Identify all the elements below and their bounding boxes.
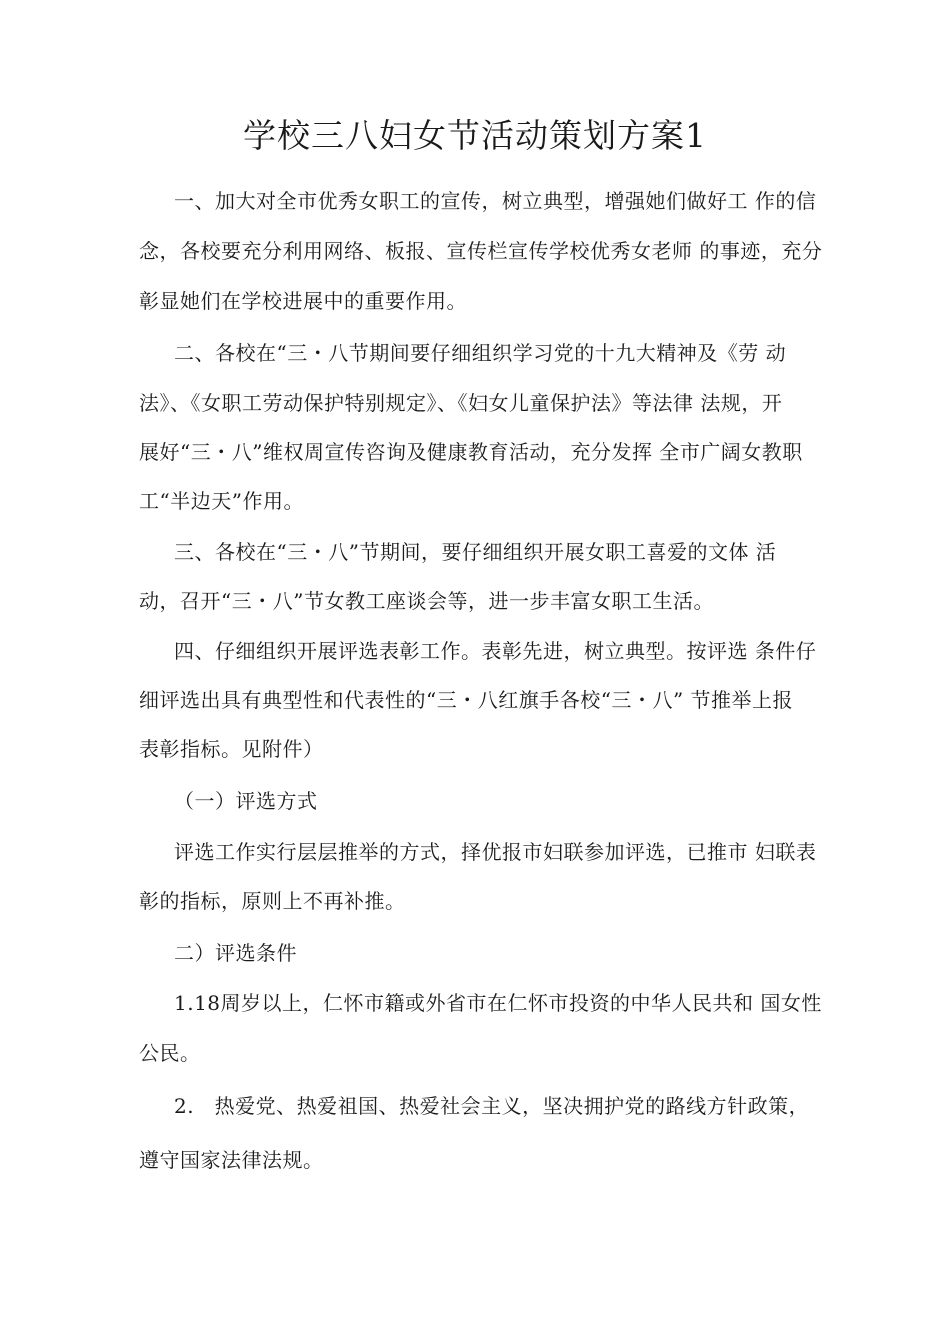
paragraph-line: 四、仔细组织开展评选表彰工作。表彰先进，树立典型。按评选 条件仔	[174, 639, 817, 663]
paragraph-line: 彰的指标，原则上不再补推。	[139, 889, 406, 913]
section-heading: 二）评选条件	[174, 941, 297, 965]
paragraph-line: 2. 热爱党、热爱祖国、热爱社会主义，坚决拥护党的路线方针政策，	[174, 1094, 810, 1118]
paragraph-line: 1.18周岁以上，仁怀市籍或外省市在仁怀市投资的中华人民共和 国女性	[174, 991, 822, 1015]
paragraph-line: 念，各校要充分利用网络、板报、宣传栏宣传学校优秀女老师 的事迹，充分	[139, 239, 823, 263]
paragraph-line: 细评选出具有典型性和代表性的“三・八红旗手各校“三・八” 节推举上报	[139, 688, 794, 712]
document-title: 学校三八妇女节活动策划方案1	[243, 116, 707, 155]
paragraph-line: 三、各校在“三・八”节期间，要仔细组织开展女职工喜爱的文体 活	[174, 540, 777, 564]
paragraph-line: 评选工作实行层层推举的方式，择优报市妇联参加评选，已推市 妇联表	[174, 840, 817, 864]
paragraph-line: 工“半边天”作用。	[139, 489, 304, 513]
paragraph-line: 二、各校在“三・八节期间要仔细组织学习党的十九大精神及《劳 动	[174, 341, 787, 365]
paragraph-line: 法》、《女职工劳动保护特别规定》、《妇女儿童保护法》等法律 法规，开	[139, 391, 783, 415]
paragraph-line: 动，召开“三・八”节女教工座谈会等，进一步丰富女职工生活。	[139, 589, 714, 613]
paragraph-line: 遵守国家法律法规。	[139, 1148, 324, 1172]
section-heading: （一）评选方式	[174, 789, 318, 813]
paragraph-line: 展好“三・八”维权周宣传咨询及健康教育活动，充分发挥 全市广阔女教职	[139, 440, 803, 464]
paragraph-line: 表彰指标。见附件）	[139, 737, 324, 761]
paragraph-line: 公民。	[139, 1041, 201, 1065]
paragraph-line: 一、加大对全市优秀女职工的宣传，树立典型，增强她们做好工 作的信	[174, 189, 817, 213]
paragraph-line: 彰显她们在学校进展中的重要作用。	[139, 289, 467, 313]
